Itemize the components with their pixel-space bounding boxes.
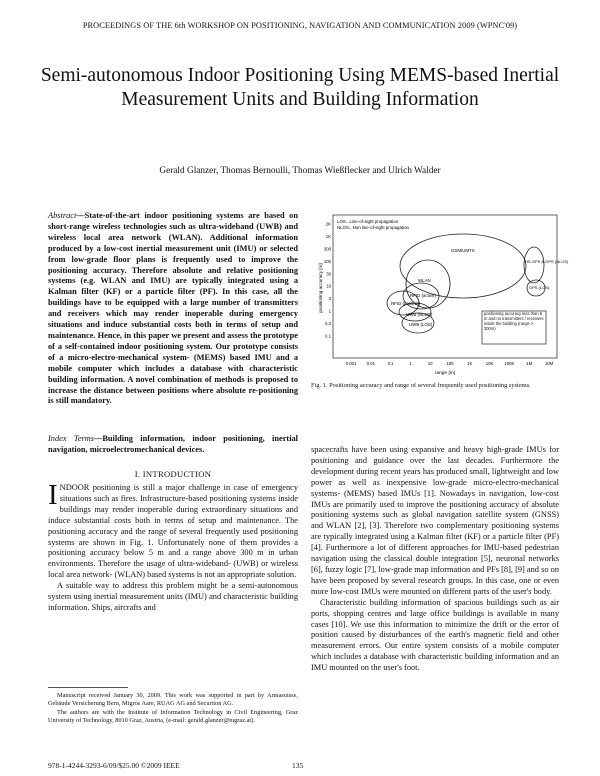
abstract-lead: Abstract — [48, 211, 77, 220]
author-list: Gerald Glanzer, Thomas Bernoulli, Thomas Wießflecker and Ulrich Walder — [159, 166, 441, 176]
y-tick-label: 1K — [325, 233, 331, 239]
x-tick-label: 1 — [409, 361, 412, 366]
y-tick-label: 10 — [326, 283, 331, 289]
right-paragraph-1: spacecrafts have been using expansive and heavy high-grade IMUs for positioning and guidance over the last decades. Furthermore the development during recent years has produced small, lightweight and low power as well as inexpensive low-grade micro-electro-mechanical systems- (MEMS) based IMUs [1]. Nowadays in navigation, low-cost IMUs are primarily used to improve the positioning accuracy of absolute positioning systems such as global navigation satellite system (GNSS) and WLAN [2], [3]. Therefore two complementary positioning systems are typically integrated using a Kalman filter (KF) or a particle filter (PF) [4]. Furthermore a lot of different approaches for IMU-based pedestrian navigation using the classical double integration [5], neuronal networks [6], fuzzy logic [7], low-grade map information and PFs [8], [9] and so on have been proposed by several research groups. In this case, one or even more low-cost IMUs were mounted on different parts of the user's body. — [311, 445, 559, 596]
copyright-footer: 978-1-4244-3293-6/09/$25.00 ©2009 IEEE — [48, 761, 180, 770]
x-tick-label: 10K — [485, 361, 494, 366]
x-axis-label: range [m] — [434, 371, 456, 376]
index-terms — [48, 434, 298, 456]
legend-nlos: NLOS...Non line-of-sight propagation — [337, 225, 409, 230]
y-axis-label: positioning accuracy [m] — [318, 263, 323, 313]
index-terms-lead: Index Terms — [48, 434, 94, 443]
footnote-2: The authors are with the Institute of Information Technology in Civil Engineering, Graz University of Technology, 8010 Graz, Austria, (e-mail: gerald.glanzer@tugraz.at). — [48, 708, 298, 724]
target-region-note: positioning accuracy less than 5 m and no transmitters / receivers inside the building (range > 300m) — [484, 311, 544, 331]
footnote-rule — [48, 687, 128, 688]
index-terms-text: —Building information, indoor positioning, inertial navigation, microelectromechanical devices. — [48, 434, 299, 454]
x-tick-label: 100K — [504, 361, 515, 366]
intro-paragraph-1-text: NDOOR positioning is still a major challenge in case of emergency situations such as fires. Infrastructure-based positioning systems inside buildings may render inoperable during extraordinary situations and induce substantial costs both in terms of setup and maintenance. The positioning accuracy and the range of several frequently used positioning systems are shown in Fig. 1. Unfortunately none of them provides a positioning accuracy below 5 m and a range above 300 m in urban environments. Therefore the usage of ultra-wideband- (UWB) or wireless local area network- (WLAN) based systems is not an appropriate solution. — [48, 483, 298, 580]
y-tick-label: 2K — [325, 221, 331, 227]
abstract — [48, 211, 298, 407]
section-heading: I. INTRODUCTION — [134, 469, 212, 479]
running-header: PROCEEDINGS OF THE 6th WORKSHOP ON POSITIONING, NAVIGATION AND COMMUNICATION 2009 (WPNC'09) — [82, 21, 518, 30]
page-number: 135 — [292, 761, 304, 770]
label-gps-los: GPS (LOS) — [529, 285, 550, 290]
x-tick-label: 10M — [544, 361, 554, 366]
y-tick-label: 1 — [328, 308, 331, 314]
intro-paragraph-2: A suitable way to address this problem might be a semi-autonomous system using inertial measurement units (IMU) and characteristic building information. Ships, aircrafts and — [48, 581, 298, 612]
intro-paragraph-1 — [48, 479, 298, 581]
right-paragraph-2: Characteristic building information of spacious buildings such as air ports, shopping centres and large office buildings is available in many cases [10]. We use this information to minimize the drift or the error of position caused by disturbances of the earth's magnetic field and other measurement errors. Our entire system consists of a mobile computer which includes a database with characteristic building information and an IMU mounted on the user's foot. — [311, 597, 559, 673]
y-tick-label: 30 — [326, 271, 331, 277]
x-tick-label: 1K — [467, 361, 473, 366]
x-tick-label: 10 — [427, 361, 433, 366]
label-wlan: WLAN — [418, 278, 431, 283]
label-rfid-passive: RFID (passive) — [391, 301, 421, 306]
introduction-text — [48, 479, 298, 614]
y-tick-labels — [324, 222, 332, 339]
x-tick-label: 0.001 — [345, 361, 357, 366]
y-tick-label: 0.1 — [325, 333, 331, 339]
paper-title: Semi-autonomous Indoor Positioning Using MEMS-based Inertial Measurement Units and Building Information — [40, 65, 560, 110]
figure-1 — [311, 212, 569, 378]
positioning-accuracy-diagram — [311, 212, 569, 378]
x-tick-label: 100 — [446, 361, 454, 366]
drop-cap: I — [48, 479, 58, 511]
right-column-text — [311, 445, 559, 674]
y-tick-label: 0.3 — [325, 321, 331, 327]
x-tick-label: 1M — [526, 361, 533, 366]
x-tick-label: 0.01 — [366, 361, 375, 366]
label-uwb-nlos: UWB (NLOS) — [406, 312, 433, 317]
y-tick-label: 3 — [328, 296, 331, 302]
footnotes — [48, 692, 298, 725]
label-hs-gps: HS-GPS A-GPS (NLOS) — [525, 259, 569, 264]
y-tick-label: 100 — [323, 258, 331, 264]
label-gsm: GSM/UMTS — [451, 248, 475, 253]
label-rfid-active: RFID (active) — [410, 293, 436, 298]
footnote-1: Manuscript received January 30, 2009. This work was supported in part by Armasuisse, Gebäude Versicherung Bern, Migros Aare, RUAG AG and Securiton AG. — [48, 692, 298, 708]
label-uwb-los: UWB (LOS) — [409, 322, 433, 327]
y-tick-label: 300 — [323, 246, 331, 252]
legend-los: LOS...Line-of-sight propagation — [337, 219, 399, 224]
abstract-text: —State-of-the-art indoor positioning systems are based on short-range wireless technologies such as ultra-wideband (UWB) and wireless local area network (WLAN). Additional information produced by a low-cost inertial measurement unit (IMU) or selected from low-grade floor plans is frequently used to improve the positioning accuracy. Therefore absolute and relative positioning systems (e.g. WLAN and IMU) are typically integrated using a Kalman filter (KF) or a particle filter (PF). In this case, all the buildings have to be equipped with a large number of transmitters and receivers which may render inoperable during emergency situations and induce substantial costs both in terms of setup and maintenance. Hence, in this paper we present and assess the prototype of a self-contained indoor positioning system. Our prototype consists of a micro-electro-mechanical system- (MEMS) based IMU and a mobile computer which includes a database with characteristic building information. A novel combination of methods is proposed to increase the distance between positions where absolute re-positioning is still mandatory. — [48, 211, 298, 406]
x-tick-label: 0.1 — [387, 361, 394, 366]
target-region-note-container — [484, 312, 544, 343]
x-tick-labels — [346, 361, 554, 366]
figure-caption: Fig. 1. Positioning accuracy and range of several frequently used positioning systems. — [311, 382, 531, 389]
